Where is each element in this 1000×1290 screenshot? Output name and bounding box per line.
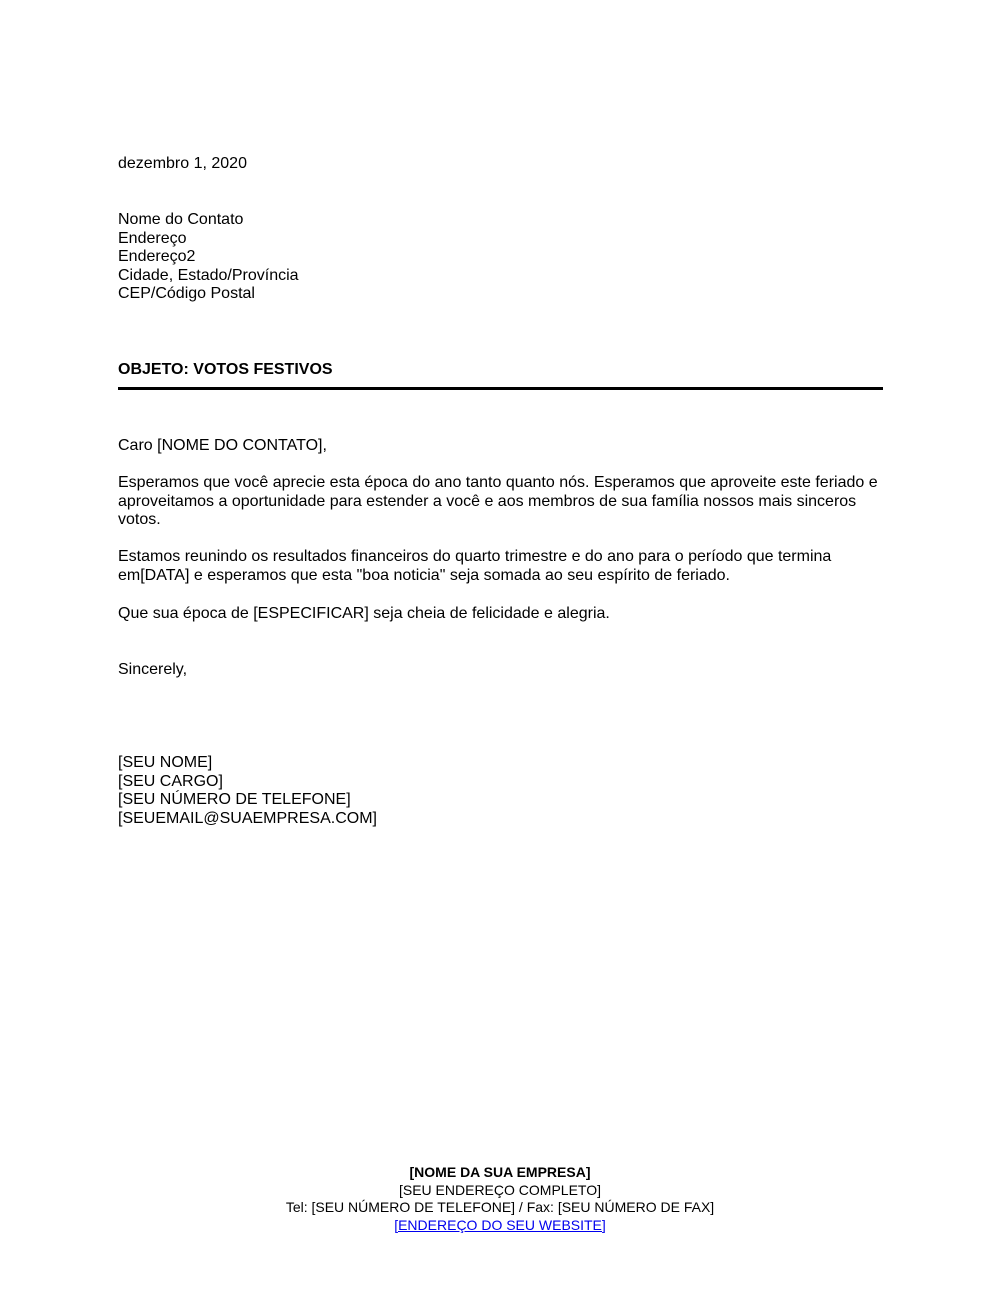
footer-address: [SEU ENDEREÇO COMPLETO] xyxy=(398,1181,601,1198)
date-text: dezembro 1, 2020 xyxy=(118,155,247,172)
address-line-2: Endereço2 xyxy=(118,248,196,265)
signature-phone: [SEU NÚMERO DE TELEFONE] xyxy=(118,791,351,808)
address-line-1: Endereço xyxy=(118,229,187,247)
address-line-city: Cidade, Estado/Província xyxy=(118,266,299,284)
body-paragraph-3-text: Que sua época de [ESPECIFICAR] seja cheia de felicidade e alegria. xyxy=(118,605,610,622)
body-paragraph-1: Esperamos que você aprecie esta época do ano tanto quanto nós. Esperamos que aproveite este feriado e aproveitamos a oportunidade para estender a você e aos membros de sua família nossos mais sinceros votos. xyxy=(118,474,878,528)
recipient-address xyxy=(118,211,883,304)
signature-title: [SEU CARGO] xyxy=(118,772,223,790)
address-line-postal: CEP/Código Postal xyxy=(118,285,255,302)
body-paragraph-2: Estamos reunindo os resultados financeiros do quarto trimestre e do ano para o período que termina em[DATA] e esperamos que esta "boa noticia" seja somada ao seu espírito de feriado. xyxy=(118,548,832,584)
letter-date xyxy=(118,155,883,174)
signature-email: [SEUEMAIL@SUAEMPRESA.COM] xyxy=(118,809,377,827)
letter-closing xyxy=(118,661,883,680)
subject-divider xyxy=(118,387,883,390)
signature-block xyxy=(118,754,883,828)
letter-subject xyxy=(118,361,883,380)
body-paragraph-3 xyxy=(118,605,883,624)
subject-text: OBJETO: VOTOS FESTIVOS xyxy=(118,361,333,378)
footer-company-name: [NOME DA SUA EMPRESA] xyxy=(409,1164,591,1180)
closing-text: Sincerely, xyxy=(118,661,188,678)
company-footer xyxy=(0,1164,1000,1234)
salutation-text: Caro [NOME DO CONTATO], xyxy=(118,437,327,454)
footer-contact: Tel: [SEU NÚMERO DE TELEFONE] / Fax: [SEU NÚMERO DE FAX] xyxy=(285,1199,715,1215)
letter-salutation xyxy=(118,437,883,456)
address-line-contact: Nome do Contato xyxy=(118,211,244,228)
footer-website-link[interactable]: [ENDEREÇO DO SEU WEBSITE] xyxy=(394,1216,606,1233)
signature-name: [SEU NOME] xyxy=(118,754,213,771)
